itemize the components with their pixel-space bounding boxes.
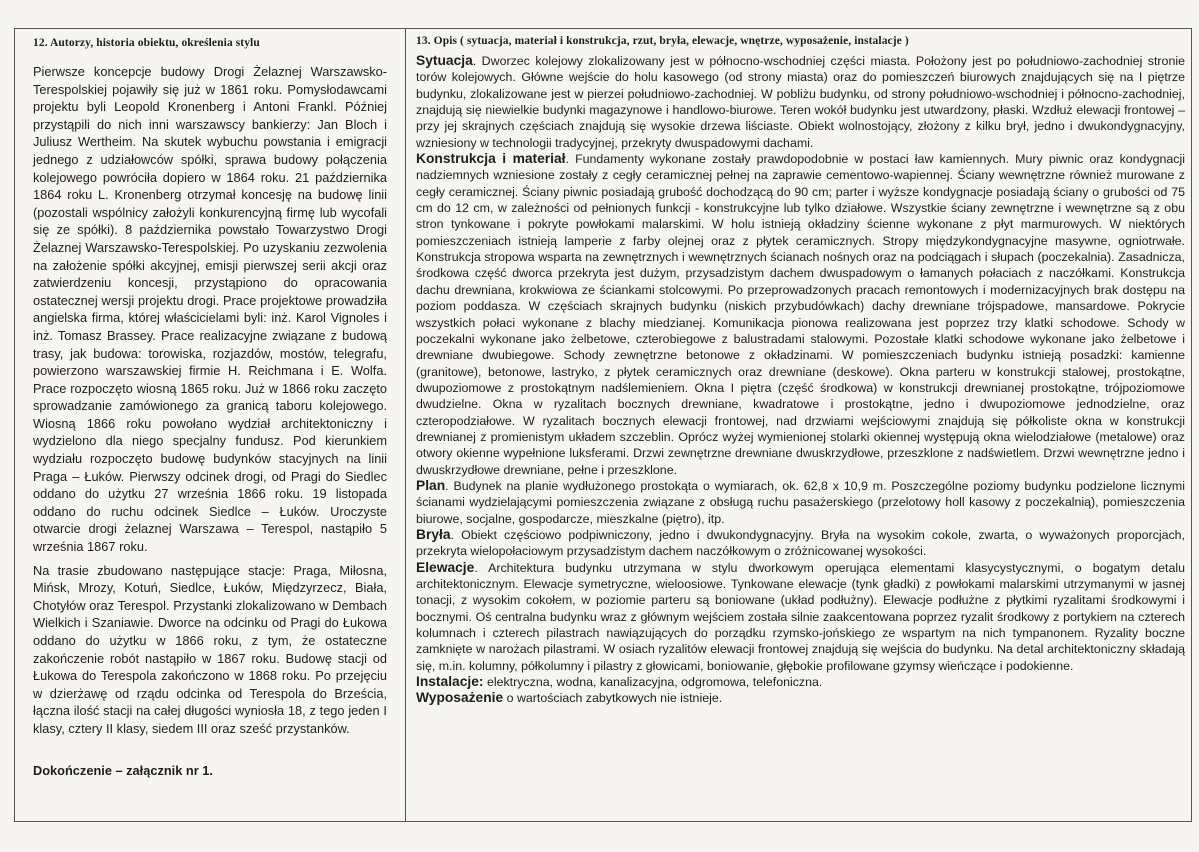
description-column <box>406 29 1191 821</box>
section-text: Architektura budynku utrzymana w stylu dworkowym operująca elementami klasycystycznymi, o bogatym detalu architektonicznym. Elewacje symetryczne, wieloosiowe. Tynkowane elewacje (tynk gładki) z powłokami malarskimi utrzymanymi w jasnej tonacji, z wysokim cokołem, w poziomie parteru są boniowane (układ podłużny). Elewacje podłużne z płytkimi ryzalitami środkowymi i bocznymi. Oś centralna budynku wraz z głównym wejściem została silnie zaakcentowana poprzez ryzalit środkowy z portykiem na czterech kolumnach i czterech pilastrach nawiązujących do porządku rzymsko-jońskiego ze wspartym na nich tympanonem. Ryzality boczne zamknięte w narożach pilastrami. W osiach ryzalitów elewacji frontowej znajdują się wejścia do budynku. Na detal architektoniczny składają się, m.in. kolumny, półkolumny i pilastry z głowicami, boniowanie, głębokie profilowane gzymsy wieńczące i podokienne. <box>416 560 1185 673</box>
section-label: Plan <box>416 477 446 493</box>
history-heading: 12. Autorzy, historia obiektu, określenia stylu <box>33 37 260 49</box>
form-sheet <box>14 28 1192 822</box>
section-text: o wartościach zabytkowych nie istnieje. <box>506 691 723 706</box>
description-heading: 13. Opis ( sytuacja, materiał i konstrukcja, rzut, bryła, elewacje, wnętrze, wyposażenie, instalacje ) <box>416 35 909 47</box>
section-label: Wyposażenie <box>416 690 504 706</box>
section-text: Fundamenty wykonane zostały prawdopodobnie w postaci ław kamiennych. Mury piwnic oraz kondygnacji nadziemnych wzniesione zostały z cegły ceramicznej pełnej na zaprawie cementowo-wapiennej. Ściany wewnętrzne również murowane z cegły ceramicznej. Ściany piwnic posiadają grubość dochodzącą do 90 cm; parter i wyższe kondygnacje posiadają ściany o grubości od 75 cm do 12 cm, w zależności od pełnionych funkcji - konstrukcyjne lub tylko działowe. Wszystkie ściany zewnętrzne i wewnętrzne są z obu stron tynkowane i pokryte powłokami malarskimi. W holu istnieją okładziny ścienne wykonane z płyt marmurowych. W niektórych pomieszczeniach istnieją lamperie z farby olejnej oraz z płytek ceramicznych. Stropy międzykondygnacyjne masywne, ogniotrwałe. Konstrukcja stropowa wsparta na zewnętrznych i wewnętrznych ścianach nośnych oraz na podciągach i słupach (poczekalnia). Zasadnicza, środkowa część dworca przekryta jest dużym, przysadzistym dachem dwuspadowym o łamanych połaciach z naczółkami. Konstrukcja dachu drewniana, krokwiowa ze ściankami stolcowymi. Po przeprowadzonych pracach remontowych i modernizacyjnych brak dostępu na poziom poddasza. W częściach skrajnych budynku (niskich przybudówkach) dachy drewniane trójspadowe, mansardowe. Pokrycie wszystkich połaci wykonane z blachy miedzianej. Komunikacja pionowa realizowana jest poprzez trzy klatki schodowe. Schody w poczekalni wykonane jako żelbetowe, czterobiegowe z balustradami stalowymi. Pozostałe klatki schodowe wykonane jako żelbetowe i drewniane dwubiegowe. Schody zewnętrzne betonowe z okładzinami. W pomieszczeniach budynku istnieją posadzki: kamienne (granitowe), betonowe, lastryko, z płytek ceramicznych oraz drewniane (deskowe). Okna parteru w konstrukcji stalowej, prostokątne, dwupoziomowe z prostokątnym nadślemieniem. Okna I piętra (część środkowa) w konstrukcji drewnianej prostokątne, trójpoziomowe dwudzielne. Okna w ryzalitach bocznych drewniane, kwadratowe i prostokątne, jedno i dwupoziomowe jednodzielne, oraz czteropodziałowe. W ryzalitach bocznych elewacji frontowej, nad drzwiami wejściowymi znajdują się półkoliste okna w konstrukcji drewnianej z promienistym układem szczeblin. Oprócz wyżej wymienionej stolarki okiennej występują okna wielodziałowe (metalowe) oraz otwory okienne wypełnione luksferami. Drzwi zewnętrzne drewniane dwuskrzydłowe, przeszklone z nadświetlem. Drzwi wewnętrzne jedno i dwuskrzydłowe drewniane, pełne i przeszklone. <box>416 152 1186 477</box>
section-installations <box>416 674 1185 690</box>
section-label: Konstrukcja i materiał <box>416 151 566 167</box>
section-label: Elewacje <box>416 559 475 575</box>
section-label: Instalacje: <box>416 674 484 690</box>
section-plan: Plan. Budynek na planie wydłużonego prostokąta o wymiarach, ok. 62,8 x 10,9 m. Poszczególne poziomy budynku podzielone licznymi ścianami wydzielającymi pomieszczenia związane z obsługą ruchu pasażerskiego (przelotowy holl kasowy z poczekalnią), pomieszczenia biurowe, socjalne, gospodarcze, mieszkalne (piętro), itp. <box>416 477 1185 526</box>
section-elevations: Elewacje. Architektura budynku utrzymana w stylu dworkowym operująca elementami klasycystycznymi, o bogatym detalu architektonicznym. Elewacje symetryczne, wieloosiowe. Tynkowane elewacje (tynk gładki) z powłokami malarskimi utrzymanymi w jasnej tonacji, z wysokim cokołem, w poziomie parteru są boniowane (układ podłużny). Elewacje podłużne z płytkimi ryzalitami środkowymi i bocznymi. Oś centralna budynku wraz z głównym wejściem została silnie zaakcentowana poprzez ryzalit środkowy z portykiem na czterech kolumnach i czterech pilastrach nawiązujących do porządku rzymsko-jońskiego ze wspartym na nich tympanonem. Ryzality boczne zamknięte w narożach pilastrami. W osiach ryzalitów elewacji frontowej znajdują się wejścia do budynku. Na detal architektoniczny składają się, m.in. kolumny, półkolumny i pilastry z głowicami, boniowanie, głębokie profilowane gzymsy wieńczące i podokienne. <box>416 559 1185 673</box>
section-massing: Bryła. Obiekt częściowo podpiwniczony, jedno i dwukondygnacyjny. Bryła na wysokim cokole, zwarta, o wyważonych proporcjach, przekryta wielopołaciowym przysadzistym dachem naczółkowym o zróżnicowanej wysokości. <box>416 526 1185 559</box>
attachment-note: Dokończenie – załącznik nr 1. <box>33 762 213 778</box>
description-body <box>416 53 1185 707</box>
section-label: Bryła <box>416 526 451 542</box>
history-paragraph: Pierwsze koncepcje budowy Drogi Żelaznej Warszawsko-Terespolskiej pojawiły się już w 1861 roku. Pomysłodawcami projektu byli Leopold Kronenberg i Antoni Frankl. Później przystąpili do nich inni warszawscy bankierzy: Jan Bloch i Juliusz Wertheim. Na skutek wybuchu powstania i emigracji jednego z udziałowców spółki, sprawa budowy połączenia kolejowego powróciła dopiero w 1864 roku. 21 października 1864 roku L. Kronenberg otrzymał koncesję na budowę linii (pozostali wspólnicy założyli konkurencyjną firmę lub wycofali się ze spółki). 8 października powstało Towarzystwo Drogi Żelaznej Warszawsko-Terespolskiej. Po uzyskaniu zezwolenia na założenie spółki akcyjnej, emisji pierwszej serii akcji oraz zatwierdzeniu koncesji, przystąpiono do opracowania ostatecznej wersji projektu drogi. Prace projektowe prowadziła angielska firma, której właścicielami byli: inż. Karol Vignoles i inż. Tomasz Brassey. Prace realizacyjne związane z budową trasy, jak budowa: torowiska, rozjazdów, mostów, telegrafu, powierzono warszawskiej firmie H. Reichmana i E. Wolfa. Prace rozpoczęto wiosną 1865 roku. Już w 1866 roku zaczęto sprowadzanie zamówionego za granicą taboru kolejowego. Wiosną 1866 roku powołano wydział architektoniczny i wydzielono dla niego specjalny fundusz. Pod kierunkiem wydziału rozpoczęto budowę budynków stacyjnych na linii Praga – Łuków. Pierwszy odcinek drogi, od Pragi do Siedlec oddano do użytku 27 września 1866 roku. 19 listopada oddano do ruchu odcinek Siedlce – Łuków. Uroczyste otwarcie drogi żelaznej Warszawa – Terespol, nastąpiło 5 września 1867 roku. <box>33 64 387 555</box>
section-label: Sytuacja <box>416 53 473 68</box>
section-situation: Sytuacja. Dworzec kolejowy zlokalizowany jest w północno-wschodniej części miasta. Położony jest po południowo-zachodniej stronie torów kolejowych. Główne wejście do holu kasowego (od strony miasta) oraz do pomieszczeń biurowych znajdujących się na I piętrze budynku, zlokalizowane jest w pierzei południowo-zachodniej. W pobliżu budynku, od strony południowo-wschodniej i północno-zachodniej, znajdują się niewielkie budynki magazynowe i handlowo-biurowe. Teren wokół budynku jest utwardzony, płaski. Wzdłuż elewacji frontowej – przy jej skrajnych częściach znajdują się wysokie drzewa liściaste. Obiekt wolnostojący, złożony z kilku brył, jedno i dwukondygnacyjny, wzniesiony w technologii tradycyjnej, przekryty dwuspadowymi dachami. <box>416 53 1185 150</box>
section-equipment <box>416 690 1185 706</box>
section-construction: Konstrukcja i materiał. Fundamenty wykonane zostały prawdopodobnie w postaci ław kamiennych. Mury piwnic oraz kondygnacji nadziemnych wzniesione zostały z cegły ceramicznej pełnej na zaprawie cementowo-wapiennej. Ściany wewnętrzne również murowane z cegły ceramicznej. Ściany piwnic posiadają grubość dochodzącą do 90 cm; parter i wyższe kondygnacje posiadają ściany o grubości od 75 cm do 12 cm, w zależności od pełnionych funkcji - konstrukcyjne lub tylko działowe. Wszystkie ściany zewnętrzne i wewnętrzne są z obu stron tynkowane i pokryte powłokami malarskimi. W holu istnieją okładziny ścienne wykonane z płyt marmurowych. W niektórych pomieszczeniach istnieją lamperie z farby olejnej oraz z płytek ceramicznych. Stropy międzykondygnacyjne masywne, ogniotrwałe. Konstrukcja stropowa wsparta na zewnętrznych i wewnętrznych ścianach nośnych oraz na podciągach i słupach (poczekalnia). Zasadnicza, środkowa część dworca przekryta jest dużym, przysadzistym dachem dwuspadowym o łamanych połaciach z naczółkami. Konstrukcja dachu drewniana, krokwiowa ze ściankami stolcowymi. Po przeprowadzonych pracach remontowych i modernizacyjnych brak dostępu na poziom poddasza. W częściach skrajnych budynku (niskich przybudówkach) dachy drewniane trójspadowe, mansardowe. Pokrycie wszystkich połaci wykonane z blachy miedzianej. Komunikacja pionowa realizowana jest poprzez trzy klatki schodowe. Schody w poczekalni wykonane jako żelbetowe, czterobiegowe z balustradami stalowymi. Pozostałe klatki schodowe wykonane jako żelbetowe i drewniane dwubiegowe. Schody zewnętrzne betonowe z okładzinami. W pomieszczeniach budynku istnieją posadzki: kamienne (granitowe), betonowe, lastryko, z płytek ceramicznych oraz drewniane (deskowe). Okna parteru w konstrukcji stalowej, prostokątne, dwupoziomowe z prostokątnym nadślemieniem. Okna I piętra (część środkowa) w konstrukcji drewnianej prostokątne, trójpoziomowe dwudzielne. Okna w ryzalitach bocznych drewniane, kwadratowe i prostokątne, jedno i dwupoziomowe jednodzielne, oraz czteropodziałowe. W ryzalitach bocznych elewacji frontowej, nad drzwiami wejściowymi znajdują się półkoliste okna w konstrukcji drewnianej z promienistym układem szczeblin. Oprócz wyżej wymienionej stolarki okiennej występują okna wielodziałowe (metalowe) oraz otwory okienne wypełnione luksferami. Drzwi zewnętrzne drewniane dwuskrzydłowe, przeszklone z nadświetlem. Drzwi wewnętrzne jedno i dwuskrzydłowe drewniane, pełne i przeszklone. <box>416 151 1186 477</box>
history-paragraph: Na trasie zbudowano następujące stacje: Praga, Miłosna, Mińsk, Mrozy, Kotuń, Siedlce, Łuków, Międzyrzecz, Biała, Chotyłów oraz Terespol. Przystanki zlokalizowano w Dembach Wielkich i Szaniawie. Dworce na odcinku od Pragi do Łukowa oddano do użytku w 1866 roku, z tym, że ostateczne zakończenie robót nastąpiło w 1867 roku. Budowę stacji od Łukowa do Terespola zakończono w 1868 roku. Po przejęciu w dzierżawę od rządu odcinka od Terespola do Brześcia, łączna ilość stacji na całej długości wyniosła 18, z tego jeden I klasy, cztery II klasy, siedem III oraz sześć przystanków. <box>33 562 387 736</box>
section-text: Obiekt częściowo podpiwniczony, jedno i dwukondygnacyjny. Bryła na wysokim cokole, zwarta, o wyważonych proporcjach, przekryta wielopołaciowym przysadzistym dachem naczółkowym o zróżnicowanej wysokości. <box>416 527 1185 559</box>
section-text: Budynek na planie wydłużonego prostokąta o wymiarach, ok. 62,8 x 10,9 m. Poszczególne poziomy budynku podzielone licznymi ścianami wydzielającymi pomieszczenia związane z obsługą ruchu pasażerskiego (przelotowy holl kasowy z poczekalnią), pomieszczenia biurowe, socjalne, gospodarcze, mieszkalne (piętro), itp. <box>416 478 1185 526</box>
section-text: Dworzec kolejowy zlokalizowany jest w północno-wschodniej części miasta. Położony jest po południowo-zachodniej stronie torów kolejowych. Główne wejście do holu kasowego (od strony miasta) oraz do pomieszczeń biurowych znajdujących się na I piętrze budynku, zlokalizowane jest w pierzei południowo-zachodniej. W pobliżu budynku, od strony południowo-wschodniej i północno-zachodniej, znajdują się niewielkie budynki magazynowe i handlowo-biurowe. Teren wokół budynku jest utwardzony, płaski. Wzdłuż elewacji frontowej – przy jej skrajnych częściach znajdują się wysokie drzewa liściaste. Obiekt wolnostojący, złożony z kilku brył, jedno i dwukondygnacyjny, wzniesiony w technologii tradycyjnej, przekryty dwuspadowymi dachami. <box>416 54 1185 150</box>
history-column <box>15 29 406 821</box>
section-text: elektryczna, wodna, kanalizacyjna, odgromowa, telefoniczna. <box>486 675 823 690</box>
history-body <box>33 63 387 779</box>
